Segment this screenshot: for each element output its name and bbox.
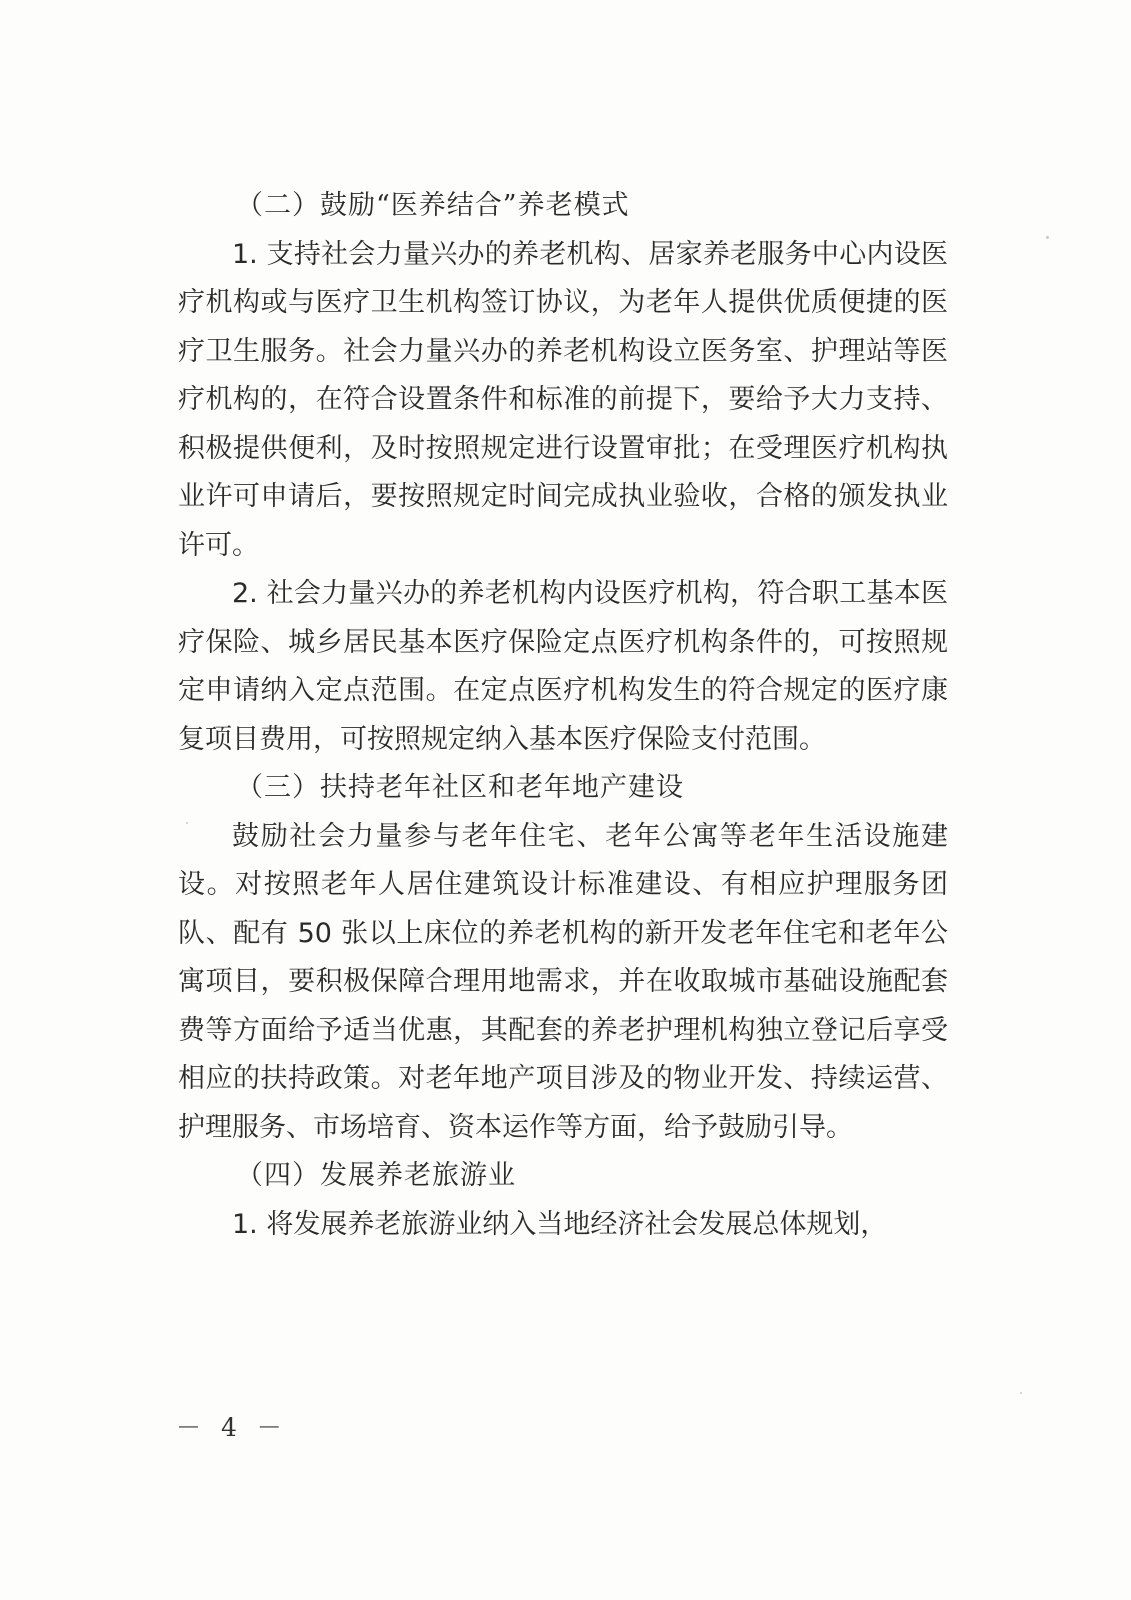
scan-speck: [1020, 1392, 1022, 1394]
page-number: － 4 －: [176, 1413, 288, 1442]
scan-speck: [186, 822, 188, 824]
paragraph-2-2: 2. 社会力量兴办的养老机构内设医疗机构，符合职工基本医疗保险、城乡居民基本医疗保险定点医疗机构条件的，可按照规定申请纳入定点范围。在定点医疗机构发生的符合规定的医疗康复项目费用，可按照规定纳入基本医疗保险支付范围。: [178, 578, 948, 755]
section-heading-4: （四）发展养老旅游业: [236, 1160, 516, 1191]
paragraph-4-1: 1. 将发展养老旅游业纳入当地经济社会发展总体规划，: [232, 1208, 888, 1240]
section-heading-2: （二）鼓励“医养结合”养老模式: [236, 190, 630, 221]
scan-speck: [1046, 236, 1049, 239]
document-body: [178, 182, 948, 1249]
section-heading-3: （三）扶持老年社区和老年地产建设: [236, 772, 684, 803]
paragraph-2-1: 1. 支持社会力量兴办的养老机构、居家养老服务中心内设医疗机构或与医疗卫生机构签订协议，为老年人提供优质便捷的医疗卫生服务。社会力量兴办的养老机构设立医务室、护理站等医疗机构的，在符合设置条件和标准的前提下，要给予大力支持、积极提供便利，及时按照规定进行设置审批；在受理医疗机构执业许可申请后，要按照规定时间完成执业验收，合格的颁发执业许可。: [178, 238, 948, 561]
paragraph-3-1: 鼓励社会力量参与老年住宅、老年公寓等老年生活设施建设。对按照老年人居住建筑设计标准建设、有相应护理服务团队、配有 50 张以上床位的养老机构的新开发老年住宅和老年公寓项目，要积极保障合理用地需求，并在收取城市基础设施配套费等方面给予适当优惠，其配套的养老护理机构独立登记后享受相应的扶持政策。对老年地产项目涉及的物业开发、持续运营、护理服务、市场培育、资本运作等方面，给予鼓励引导。: [178, 820, 948, 1143]
